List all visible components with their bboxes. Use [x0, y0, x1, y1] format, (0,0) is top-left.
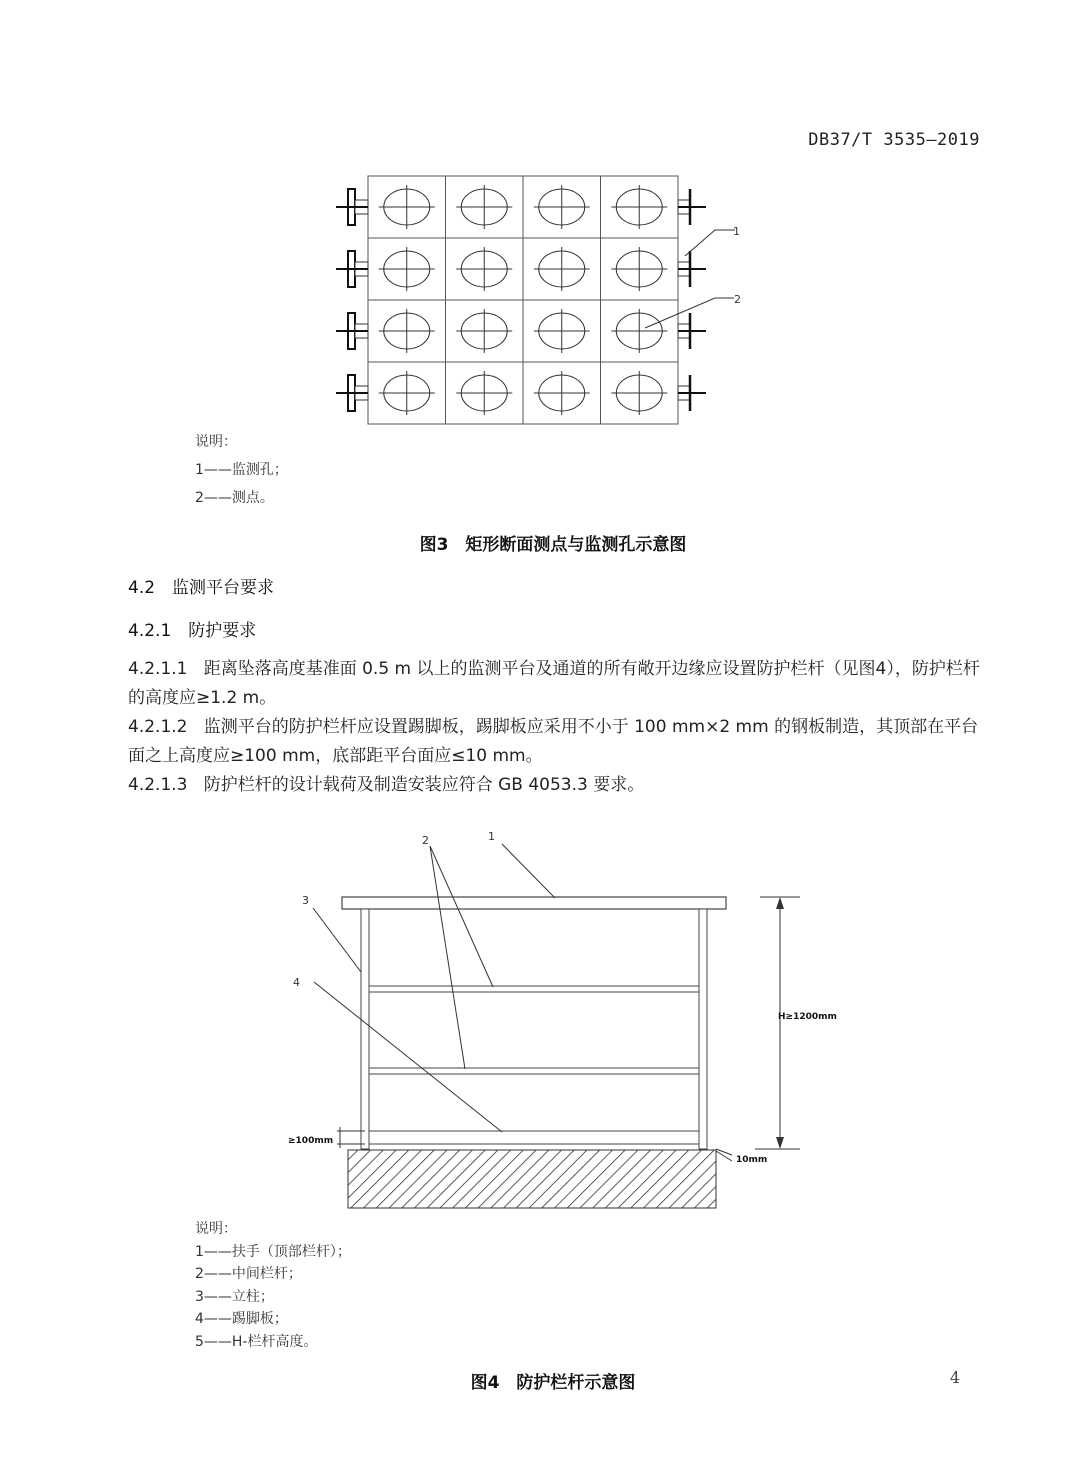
section-heading: 4.2 监测平台要求	[128, 578, 275, 598]
callout-leader-1	[685, 230, 735, 256]
callout-leader-2	[430, 846, 493, 987]
mid-rail	[369, 1068, 699, 1074]
section-paragraphs	[128, 655, 988, 800]
post-right	[699, 909, 707, 1149]
callout-label-4: 4	[293, 976, 300, 989]
document-code: DB37/T 3535—2019	[808, 130, 980, 150]
paragraph-4-2-1-2	[128, 713, 988, 771]
legend-title: 说明：	[195, 434, 237, 450]
figure3-caption: 图3 矩形断面测点与监测孔示意图	[419, 535, 687, 555]
callout-label-2: 2	[734, 293, 741, 306]
platform-ground	[348, 1150, 716, 1208]
dimension-label-toe: ≥100mm	[288, 1136, 334, 1146]
dimension-label-height: H≥1200mm	[778, 1012, 837, 1022]
legend-item: 4——踢脚板；	[195, 1311, 288, 1327]
callout-label-2: 2	[422, 834, 429, 847]
callout-leader-1	[502, 844, 555, 898]
legend-item: 5——H-栏杆高度。	[195, 1333, 318, 1350]
clause-text: 距离坠落高度基准面 0.5 m 以上的监测平台及通道的所有敞开边缘应设置防护栏杆（见图4），防护栏杆的高度应≥1.2 m。	[128, 659, 980, 708]
dimension-arrow	[776, 897, 784, 909]
callout-label-1: 1	[488, 830, 495, 843]
legend-title: 说明：	[195, 1221, 237, 1237]
section-grid	[368, 176, 678, 424]
subsection-heading: 4.2.1 防护要求	[128, 621, 257, 641]
clause-number: 4.2.1.2	[128, 717, 188, 737]
legend-item: 1——扶手（顶部栏杆）；	[195, 1243, 351, 1260]
dimension-arrow	[776, 1137, 784, 1149]
figure3-legend	[195, 428, 288, 512]
figure4-caption: 图4 防护栏杆示意图	[470, 1373, 636, 1393]
figure3-diagram	[330, 170, 750, 432]
mid-rail	[369, 986, 699, 992]
post-left	[361, 909, 369, 1149]
callout-leader-3	[313, 908, 361, 972]
page-number: 4	[949, 1368, 960, 1387]
dimension-label-gap: 10mm	[736, 1155, 768, 1165]
clause-text: 监测平台的防护栏杆应设置踢脚板，踢脚板应采用不小于 100 mm×2 mm 的钢板制造，其顶部在平台面之上高度应≥100 mm，底部距平台面应≤10 mm。	[128, 717, 979, 766]
clause-number: 4.2.1.3	[128, 775, 188, 795]
callout-label-1: 1	[733, 225, 740, 238]
callout-label-3: 3	[302, 894, 309, 907]
toe-board	[369, 1131, 699, 1144]
legend-item: 2——测点。	[195, 490, 274, 506]
handrail	[342, 897, 726, 909]
paragraph-4-2-1-3	[128, 771, 988, 800]
callout-leader-4	[314, 982, 502, 1132]
clause-text: 防护栏杆的设计载荷及制造安装应符合 GB 4053.3 要求。	[203, 775, 645, 795]
figure4-legend	[195, 1218, 351, 1353]
paragraph-4-2-1-1	[128, 655, 988, 713]
callout-leader-2	[430, 846, 465, 1069]
clause-number: 4.2.1.1	[128, 659, 188, 679]
figure4-diagram	[280, 820, 840, 1220]
legend-item: 1——监测孔；	[195, 462, 288, 478]
legend-item: 2——中间栏杆；	[195, 1266, 302, 1282]
legend-item: 3——立柱；	[195, 1288, 274, 1305]
